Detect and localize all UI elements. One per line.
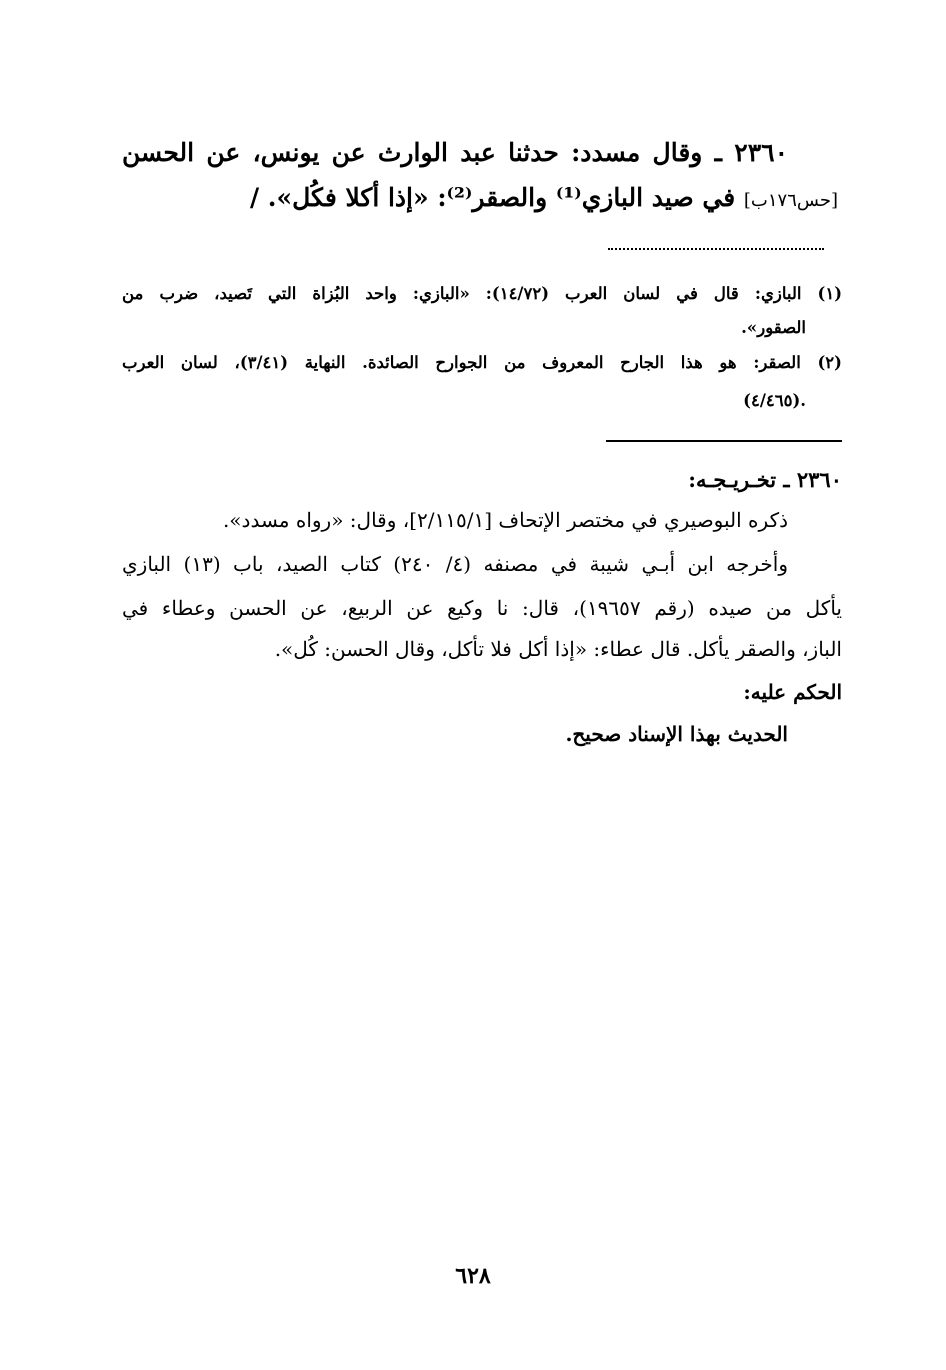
hukm-text: الحديث بهذا الإسناد صحيح.	[565, 722, 788, 746]
section-divider	[606, 440, 842, 442]
hadith-text-line-2	[250, 183, 838, 212]
footnote-1-line-2: الصقور».	[741, 318, 806, 337]
takhrij-line-4: الباز، والصقر يأكل. قال عطاء: «إذا أكل فلا تأكل، وقال الحسن: كُل».	[274, 637, 842, 661]
footnote-1-line-1: (١) البازي: قال في لسان العرب (١٤/٧٢): «البازي: واحد البُزاة التي تَصيد، ضرب من	[122, 284, 842, 303]
footnote-2-line-2: (٤/٤٦٥).	[743, 391, 806, 410]
takhrij-line-1: ذكره البوصيري في مختصر الإتحاف [٢/١١٥/١]، وقال: «رواه مسدد».	[222, 508, 788, 532]
footnote-2-line-1: (٢) الصقر: هو هذا الجارح المعروف من الجوارح الصائدة. النهاية (٣/٤١)، لسان العرب	[122, 353, 842, 372]
takhrij-line-3: يأكل من صيده (رقم ١٩٦٥٧)، قال: نا وكيع عن الربيع، عن الحسن وعطاء في	[122, 596, 842, 620]
page-number: ٦٢٨	[455, 1263, 491, 1289]
manuscript-margin-ref: [حس١٧٦ب]	[743, 190, 838, 211]
footnote-separator-dots	[608, 248, 824, 252]
takhrij-line-2: وأخرجه ابن أبـي شيبة في مصنفه (٤/ ٢٤٠) كتاب الصيد، باب (١٣) البازي	[122, 552, 788, 576]
hadith-text-line-2-body: في صيد البازي⁽¹⁾ والصقر⁽²⁾: «إذا أكلا فكُل». /	[249, 183, 736, 212]
hukm-heading: الحكم عليه:	[743, 680, 842, 704]
hadith-text-line-1: ٢٣٦٠ ـ وقال مسدد: حدثنا عبد الوارث عن يونس، عن الحسن	[122, 138, 788, 167]
takhrij-heading: ٢٣٦٠ ـ تخـريـجـه:	[688, 467, 842, 492]
